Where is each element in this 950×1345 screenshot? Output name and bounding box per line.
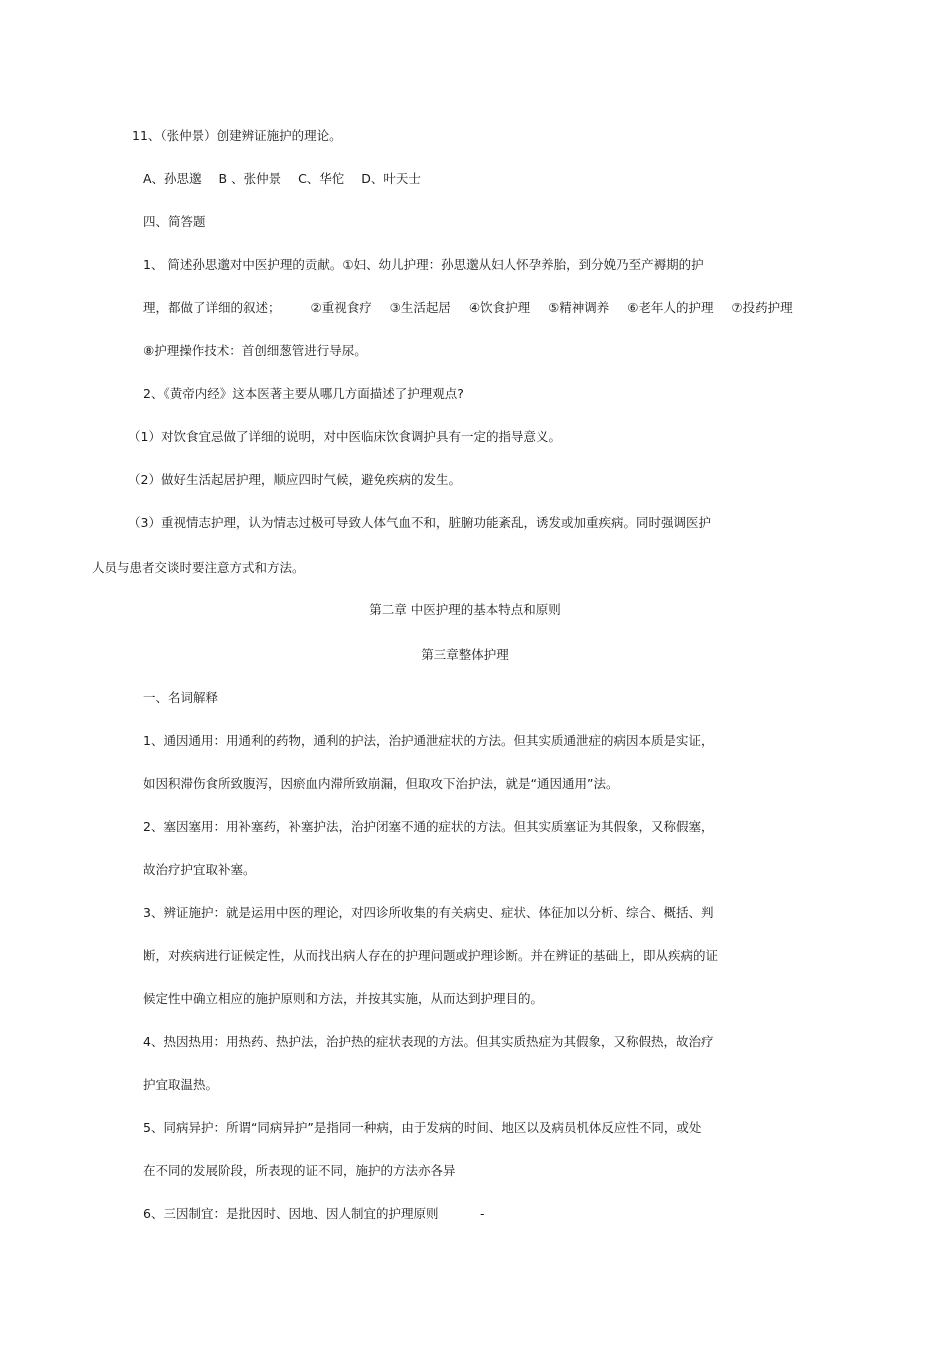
term-3-line1: 3、辨证施护：就是运用中医的理论，对四诊所收集的有关病史、症状、体征加以分析、综合、概括、判 [143,905,714,920]
term-3-line3: 候定性中确立相应的施护原则和方法，并按其实施，从而达到护理目的。 [143,991,544,1006]
q1-line1: 1、 简述孙思邈对中医护理的贡献。①妇、幼儿护理：孙思邈从妇人怀孕养胎，到分娩乃至产褥期的护 [143,257,704,272]
term-3-line2: 断，对疾病进行证候定性，从而找出病人存在的护理问题或护理诊断。并在辨证的基础上，即从疾病的证 [143,948,719,963]
q2-answer-1: （1）对饮食宜忌做了详细的说明，对中医临床饮食调护具有一定的指导意义。 [128,429,561,444]
section-heading-terms: 一、名词解释 [143,690,219,705]
question-11-options [143,171,421,187]
q2-question: 2、《黄帝内经》这本医著主要从哪几方面描述了护理观点? [143,386,464,401]
term-2-line2: 故治疗护宜取补塞。 [143,862,256,877]
term-6-line1: 6、三因制宜：是批因时、因地、因人制宜的护理原则 [143,1206,439,1221]
q1-item: ⑤精神调养 [548,300,610,315]
q2-answer-3-line1: （3）重视情志护理，认为情志过极可导致人体气血不和，脏腑功能紊乱，诱发或加重疾病。同时强调医护 [128,515,711,530]
section-heading-short-answer: 四、简答题 [143,214,206,229]
q1-item: ⑦投药护理 [731,300,793,315]
q2-answer-3-line2: 人员与患者交谈时要注意方式和方法。 [92,560,305,575]
q2-answer-2: （2）做好生活起居护理，顺应四时气候，避免疾病的发生。 [128,472,461,487]
question-11-stem: 11、（张仲景）创建辨证施护的理论。 [132,128,342,143]
q1-line3: ⑧护理操作技术：首创细葱管进行导尿。 [143,343,367,358]
option-b: B 、张仲景 [218,171,282,186]
q1-line2-start: 理，都做了详细的叙述； [143,300,281,315]
q1-line2 [143,300,793,316]
term-1-line1: 1、通因通用：用通利的药物，通利的护法，治护通泄症状的方法。但其实质通泄症的病因本质是实证， [143,733,714,748]
term-6-mark: - [480,1206,485,1221]
term-1-line2: 如因积滞伤食所致腹泻，因瘀血内滞所致崩漏，但取攻下治护法，就是“通因通用”法。 [143,776,619,791]
option-a: A、孙思邈 [143,171,202,186]
term-4-line1: 4、热因热用：用热药、热护法，治护热的症状表现的方法。但其实质热症为其假象，又称假热，故治疗 [143,1034,714,1049]
term-2-line1: 2、塞因塞用：用补塞药，补塞护法，治护闭塞不通的症状的方法。但其实质塞证为其假象，又称假塞， [143,819,714,834]
q1-item: ④饮食护理 [468,300,531,315]
term-5-line1: 5、同病异护：所谓“同病异护”是指同一种病，由于发病的时间、地区以及病员机体反应性不同，或处 [143,1120,702,1135]
chapter-2-title: 第二章 中医护理的基本特点和原则 [369,602,561,617]
q1-item: ②重视食疗 [310,300,372,315]
term-4-line2: 护宜取温热。 [143,1077,219,1092]
q1-item: ⑥老年人的护理 [627,300,714,315]
term-5-line2: 在不同的发展阶段，所表现的证不同，施护的方法亦各异 [143,1163,456,1178]
q1-item: ③生活起居 [389,300,451,315]
option-d: D、叶天士 [361,171,421,186]
option-c: C、华佗 [298,171,345,186]
chapter-3-title: 第三章整体护理 [421,647,509,662]
